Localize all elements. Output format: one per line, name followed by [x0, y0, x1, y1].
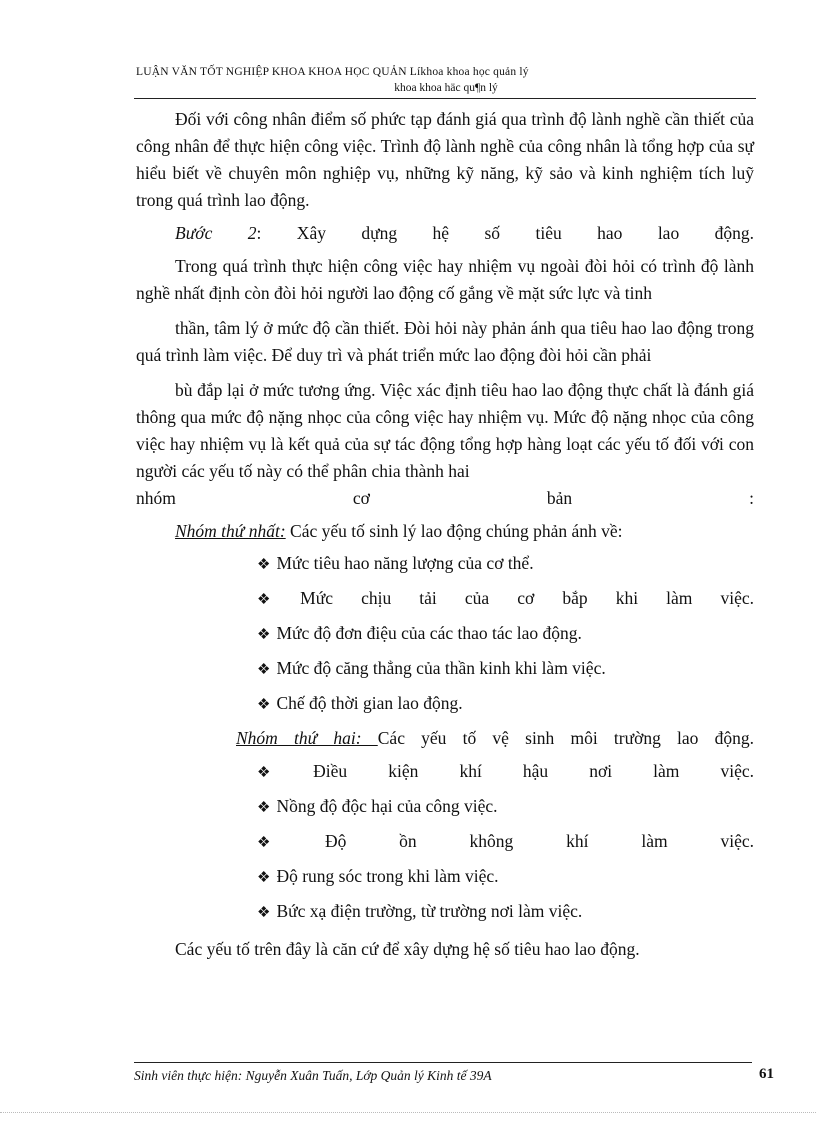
list-item: ❖ Mức chịu tải của cơ bắp khi làm việc.	[257, 588, 754, 608]
group-2-list	[136, 755, 754, 930]
diamond-bullet-icon: ❖	[257, 662, 271, 678]
paragraph-2: Trong quá trình thực hiện công việc hay nhiệm vụ ngoài đòi hỏi có trình độ lành nghề nhất định còn đòi hỏi người lao động cố gắng về mặt sức lực và tinh	[136, 256, 754, 303]
header-subtitle: khoa khoa häc qu¶n lý	[394, 82, 498, 94]
diamond-bullet-icon: ❖	[257, 870, 271, 886]
group-1-label: Nhóm thứ nhất:	[175, 521, 286, 541]
list-item: ❖ Điều kiện khí hậu nơi làm việc.	[257, 761, 755, 781]
paragraph-4: bù đắp lại ở mức tương ứng. Việc xác định tiêu hao lao động thực chất là đánh giá thông qua mức độ nặng nhọc của công việc hay nhiệm vụ. Mức độ nặng nhọc của công việc hay nhiệm vụ là kết quả của sự tác động tổng hợp hàng loạt các yếu tố đối với con người các yếu tố này có thể phân chia thành hai	[136, 380, 754, 481]
diamond-bullet-icon: ❖	[257, 697, 271, 713]
step-2-heading	[136, 220, 754, 247]
diamond-bullet-icon: ❖	[257, 835, 319, 851]
list-item: ❖ Chế độ thời gian lao động.	[257, 693, 463, 713]
list-item: ❖ Bức xạ điện trường, từ trường nơi làm việc.	[257, 901, 583, 921]
list-item: ❖ Mức tiêu hao năng lượng của cơ thể.	[257, 553, 534, 573]
page-number: 61	[759, 1066, 774, 1082]
group-1-heading	[136, 518, 754, 545]
paragraph-4-last-line: nhóm cơ bản :	[136, 488, 754, 508]
list-item: ❖ Độ rung sóc trong khi làm việc.	[257, 866, 499, 886]
diamond-bullet-icon: ❖	[257, 592, 295, 608]
page-edge-divider	[0, 1112, 816, 1113]
step-2-label: Bước 2	[175, 223, 257, 243]
footer-author: Sinh viên thực hiện: Nguyễn Xuân Tuấn, Lớp Quản lý Kinh tế 39A	[134, 1068, 492, 1083]
page-body	[136, 106, 754, 963]
step-2-title: : Xây dựng hệ số tiêu hao lao động.	[256, 223, 754, 243]
diamond-bullet-icon: ❖	[257, 800, 271, 816]
group-1-text: Các yếu tố sinh lý lao động chúng phản ánh về:	[285, 521, 623, 541]
list-item: ❖ Độ ồn không khí làm việc.	[257, 831, 754, 851]
paragraph-3: thần, tâm lý ở mức độ cần thiết. Đòi hỏi này phản ánh qua tiêu hao lao động trong quá trình làm việc. Để duy trì và phát triển mức lao động đòi hỏi cần phải	[136, 318, 754, 365]
conclusion-paragraph: Các yếu tố trên đây là căn cứ để xây dựng hệ số tiêu hao lao động.	[175, 939, 640, 959]
group-1-list	[136, 547, 754, 722]
diamond-bullet-icon: ❖	[257, 905, 271, 921]
list-item: ❖ Nồng độ độc hại của công việc.	[257, 796, 498, 816]
list-item: ❖ Mức độ căng thẳng của thần kinh khi làm việc.	[257, 658, 606, 678]
footer-rule	[134, 1062, 752, 1063]
diamond-bullet-icon: ❖	[257, 557, 271, 573]
header-rule	[134, 98, 756, 99]
diamond-bullet-icon: ❖	[257, 627, 271, 643]
header-title: LUẬN VĂN TỐT NGHIỆP KHOA KHOA HỌC QUẢN Líkhoa khoa học quản lý	[136, 66, 529, 78]
running-header	[136, 64, 756, 96]
list-item: ❖ Mức độ đơn điệu của các thao tác lao động.	[257, 623, 582, 643]
diamond-bullet-icon: ❖	[257, 765, 308, 781]
paragraph-1: Đối với công nhân điểm số phức tạp đánh giá qua trình độ lành nghề cần thiết của công nhân để thực hiện công việc. Trình độ lành nghề của công nhân là tổng hợp của sự hiểu biết về chuyên môn nghiệp vụ, những kỹ năng, kỹ sảo và kinh nghiệm tích luỹ trong quá trình lao động.	[136, 109, 754, 210]
group-2-label: Nhóm thứ hai:	[236, 728, 378, 748]
group-2-text: Các yếu tố vệ sinh môi trường lao động.	[377, 728, 754, 748]
group-2-heading	[236, 722, 754, 755]
